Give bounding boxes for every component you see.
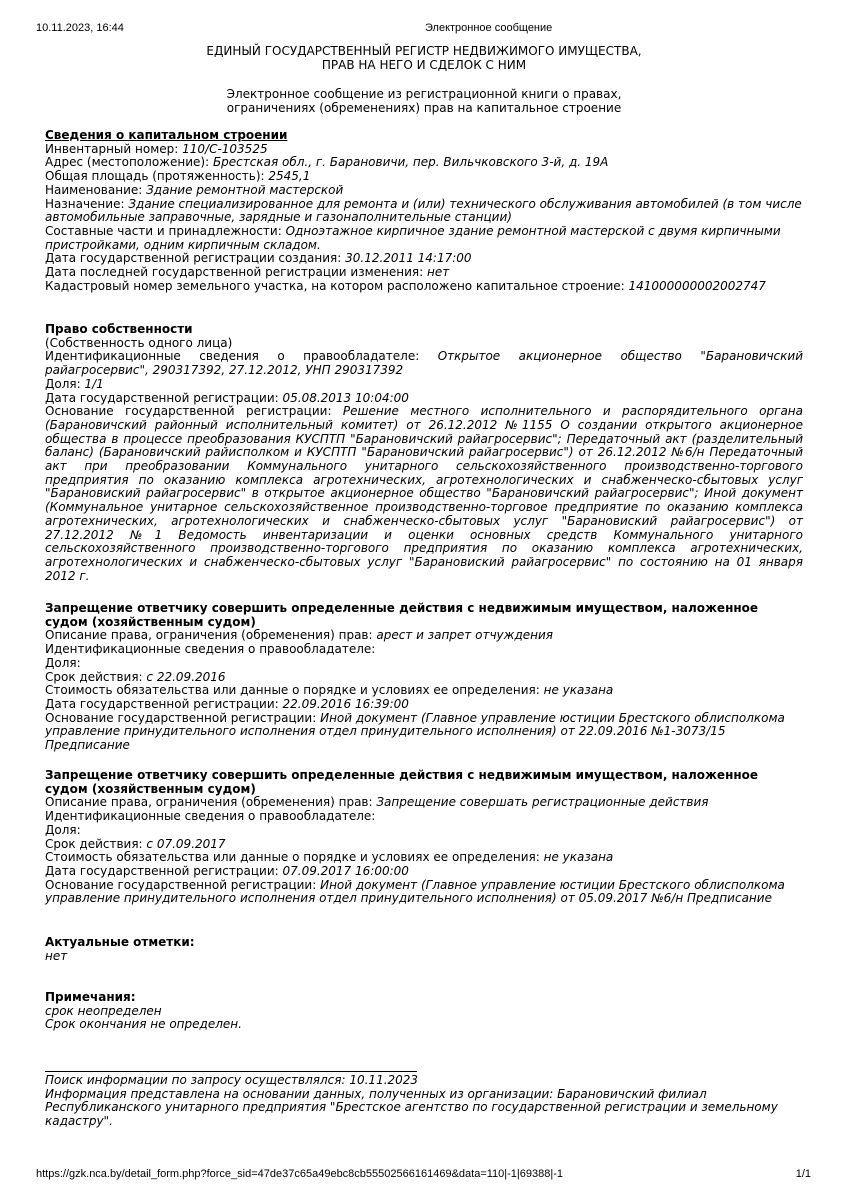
document-title: ЕДИНЫЙ ГОСУДАРСТВЕННЫЙ РЕГИСТР НЕДВИЖИМОГО ИМУЩЕСТВА, ПРАВ НА НЕГО И СДЕЛОК С НИМ	[206, 44, 642, 72]
restriction-heading: Запрещение ответчику совершить определенные действия с недвижимым имуществом, наложенное судом (хозяйственным судом)	[45, 601, 759, 629]
building-parts: Составные части и принадлежности: Одноэтажное кирпичное здание ремонтной мастерской с двумя кирпичными пристройками, одним кирпичным складом.	[45, 223, 781, 252]
restriction-holder: Идентификационные сведения о правообладателе:	[45, 809, 376, 824]
restriction-basis: Основание государственной регистрации: Иной документ (Главное управление юстиции Брестского облисполкома управление принудительного исполнения отдел принудительного исполнения) от 05.09.2017 №6/н Предписание	[45, 877, 785, 906]
print-datetime: 10.11.2023, 16:44	[36, 22, 124, 34]
building-name: Наименование: Здание ремонтной мастерской	[45, 182, 344, 197]
restriction-holder: Идентификационные сведения о правообладателе:	[45, 642, 376, 657]
notes-section	[45, 991, 803, 1032]
ownership-subheading: (Собственность одного лица)	[45, 335, 233, 350]
restriction-cost: Стоимость обязательства или данные о порядке и условиях ее определения: не указана	[45, 850, 614, 865]
registration-basis: Основание государственной регистрации: Решение местного исполнительного и распорядительного органа (Барановичский районный исполнительный комитет) от 26.12.2012 №1155 О создании открытого акционерное общества в процессе преобразования КУСПТП "Барановичский райагросервис"; Передаточный акт (разделительный баланс) (Барановичский райисполком и КУСПТП "Барановичский райагросервис") от 26.12.2012 №6/н Передаточный акт при преобразовании Коммунального унитарного сельскохозяйственного производственно-торгового предприятия по оказанию комплекса агротехнических, агротехнологических и снабженческо-сбытовых услуг "Барановиский райагросервис" в открытое акционерное общество "Барановичский райагросервис"; Иной документ (Коммунальное унитарное сельскохозяйственное производственно-торговое предприятие по оказанию комплекса агротехнических, агротехнологических и снабженческо-сбытовых услуг "Барановиский райагросервис") от 27.12.2012 №1 Ведомость инвентаризации и оценки основных средств Коммунального унитарного сельскохозяйственного производственно-торгового предприятия по оказанию комплекса агротехнических, агротехнологических и снабженческо-сбытовых услуг "Барановиский райагросервис" по состоянию на 01 января 2012 г.	[45, 404, 803, 583]
restriction-heading: Запрещение ответчику совершить определенные действия с недвижимым имуществом, наложенное судом (хозяйственным судом)	[45, 768, 759, 796]
document-subtitle: Электронное сообщение из регистрационной книги о правах, ограничениях (обременениях) прав на капитальное строение	[226, 87, 622, 115]
note-line: срок неопределен	[45, 1003, 162, 1018]
source-organization-line: Информация представлена на основании данных, полученных из организации: Барановичский филиал Республиканского унитарного предприятия "Брестское агентство по государственной регистрации и земельному кадастру".	[45, 1086, 778, 1129]
restriction-registration-date: Дата государственной регистрации: 07.09.2017 16:00:00	[45, 863, 409, 878]
share: Доля: 1/1	[45, 376, 104, 391]
address: Адрес (местоположение): Брестская обл., г. Барановичи, пер. Вильчковского 3-й, д. 19А	[45, 155, 609, 170]
restriction-basis: Основание государственной регистрации: Иной документ (Главное управление юстиции Брестского облисполкома управление принудительного исполнения отдел принудительного исполнения) от 22.09.2016 №1-3073/15 Предписание	[45, 710, 785, 753]
actual-marks-section	[45, 936, 803, 963]
building-purpose: Назначение: Здание специализированное для ремонта и (или) технического обслуживания автомобилей (в том числе автомобильные заправочные, зарядные и газонаполнительные станции)	[45, 196, 802, 225]
restriction-description: Описание права, ограничения (обременения) прав: Запрещение совершать регистрационные действия	[45, 795, 709, 810]
ownership-heading: Право собственности	[45, 322, 193, 336]
restriction-share: Доля:	[45, 822, 81, 837]
restriction-term: Срок действия: с 22.09.2016	[45, 669, 226, 684]
print-page-number: 1/1	[795, 1168, 811, 1180]
creation-date: Дата государственной регистрации создания: 30.12.2011 14:17:00	[45, 251, 472, 266]
print-url: https://gzk.nca.by/detail_form.php?force_sid=47de37c65a49ebc8cb55502566161469&data=110|-1|69388|-1	[36, 1168, 563, 1180]
restriction-section	[45, 602, 803, 753]
restriction-cost: Стоимость обязательства или данные о порядке и условиях ее определения: не указана	[45, 683, 614, 698]
search-date-line: Поиск информации по запросу осуществлялся: 10.11.2023	[45, 1073, 419, 1087]
building-heading: Сведения о капитальном строении	[45, 128, 288, 142]
actual-marks-value: нет	[45, 948, 68, 963]
note-line: Срок окончания не определен.	[45, 1017, 242, 1032]
actual-marks-heading: Актуальные отметки:	[45, 935, 195, 949]
building-section	[45, 129, 803, 293]
total-area: Общая площадь (протяженность): 2545,1	[45, 169, 311, 184]
restriction-registration-date: Дата государственной регистрации: 22.09.2016 16:39:00	[45, 696, 409, 711]
footer-separator	[45, 1071, 417, 1072]
source-info	[45, 1074, 803, 1129]
ownership-section	[45, 323, 803, 583]
print-page-title: Электронное сообщение	[425, 22, 553, 34]
notes-heading: Примечания:	[45, 990, 136, 1004]
cadastral-number: Кадастровый номер земельного участка, на котором расположено капитальное строение: 141000000002002747	[45, 278, 766, 293]
registration-date: Дата государственной регистрации: 05.08.2013 10:04:00	[45, 390, 409, 405]
restriction-description: Описание права, ограничения (обременения) прав: арест и запрет отчуждения	[45, 628, 553, 643]
restriction-share: Доля:	[45, 655, 81, 670]
inventory-number: Инвентарный номер: 110/С-103525	[45, 141, 268, 156]
restriction-section	[45, 769, 803, 906]
right-holder: Идентификационные сведения о правообладателе: Открытое акционерное общество "Барановичский райагросервис", 290317392, 27.12.2012, УНП 290317392	[45, 349, 803, 378]
change-date: Дата последней государственной регистрации изменения: нет	[45, 265, 450, 280]
restriction-term: Срок действия: с 07.09.2017	[45, 836, 226, 851]
